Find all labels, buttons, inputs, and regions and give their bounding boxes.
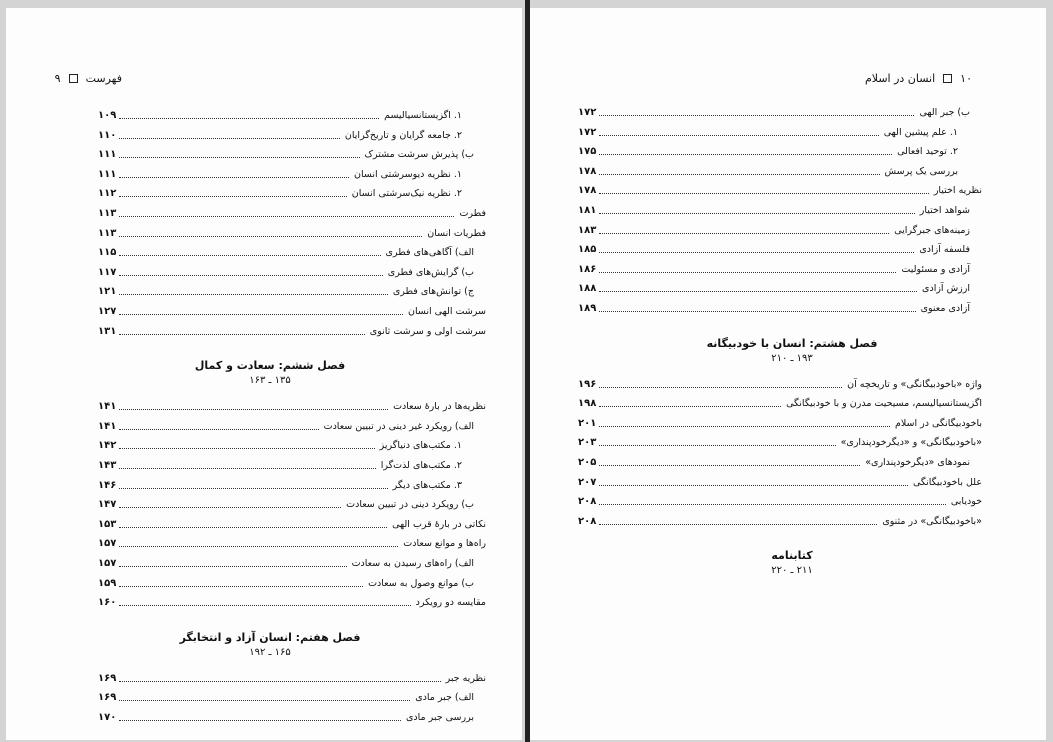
dot-leader bbox=[599, 524, 877, 525]
dot-leader bbox=[599, 291, 917, 292]
toc-entry bbox=[98, 106, 462, 122]
dot-leader bbox=[599, 213, 914, 214]
toc-entry-title: الف) رویکرد غیر دینی در تبیین سعادت bbox=[323, 420, 474, 432]
toc-entry-title: ۲. توحید افعالی bbox=[897, 146, 958, 158]
toc-entry-title: ب) پذیرش سرشت مشترک bbox=[364, 149, 474, 161]
toc-entry-title: نظریه‌ها در بارهٔ سعادت bbox=[393, 401, 486, 413]
toc-entry bbox=[578, 240, 970, 256]
dot-leader bbox=[119, 236, 422, 237]
toc-entry bbox=[98, 574, 474, 590]
toc-entry-page: ۱۸۱ bbox=[578, 205, 597, 216]
toc-entry-page: ۱۶۹ bbox=[98, 692, 117, 704]
toc-entry-title: نمودهای «دیگرخودپنداری» bbox=[865, 457, 970, 468]
toc-entry-page: ۱۴۱ bbox=[98, 420, 117, 432]
toc-entry bbox=[578, 221, 970, 237]
toc-entry-page: ۱۷۰ bbox=[98, 712, 117, 723]
toc-entry-page: ۱۱۳ bbox=[98, 227, 117, 239]
toc-entry-title: بررسی جبر مادی bbox=[405, 712, 474, 723]
toc-entry bbox=[98, 495, 474, 511]
toc-entry-page: ۱۲۱ bbox=[98, 286, 117, 298]
dot-leader bbox=[119, 468, 375, 469]
toc-entry-title: ۱. نظریه دیوسرشتی انسان bbox=[354, 168, 462, 180]
toc-entry bbox=[578, 433, 982, 449]
dot-leader bbox=[599, 272, 896, 273]
toc-entry-page: ۲۰۳ bbox=[578, 437, 597, 449]
chapter-page-range: ۲۱۱ ـ ۲۲۰ bbox=[771, 565, 813, 577]
dot-leader bbox=[599, 233, 889, 234]
toc-entry bbox=[98, 476, 462, 492]
header-title: انسان در اسلام bbox=[864, 72, 936, 85]
dot-leader bbox=[119, 700, 410, 701]
toc-entry-page: ۱۲۷ bbox=[98, 306, 117, 317]
dot-leader bbox=[119, 334, 364, 335]
toc-entry bbox=[578, 375, 982, 391]
toc-entry-title: ۲. جامعه گرایان و تاریخ‌گرایان bbox=[344, 129, 462, 141]
toc-entry-page: ۱۹۸ bbox=[578, 398, 597, 410]
toc-entry-title: آزادی معنوی bbox=[920, 303, 970, 314]
toc-entry bbox=[578, 473, 982, 489]
toc-entry bbox=[98, 165, 462, 181]
toc-entry-title: راه‌ها و موانع سعادت bbox=[403, 538, 486, 550]
toc-entry-title: ب) جبر الهی bbox=[919, 107, 970, 118]
dot-leader bbox=[599, 135, 878, 136]
toc-entry-page: ۱۱۵ bbox=[98, 247, 117, 259]
toc-entry-title: ۱. مکتب‌های دنیاگریز bbox=[379, 440, 462, 452]
toc-entry bbox=[98, 593, 486, 609]
toc-entry-title: ۳. مکتب‌های دیگر bbox=[392, 479, 462, 491]
toc-entry-page: ۱۵۷ bbox=[98, 538, 117, 550]
dot-leader bbox=[119, 196, 346, 197]
toc-entry bbox=[578, 260, 970, 276]
toc-entry bbox=[578, 162, 958, 178]
square-ornament-icon bbox=[943, 74, 952, 83]
toc-entry-title: باخودبیگانگی در اسلام bbox=[894, 417, 982, 429]
toc-entry bbox=[578, 394, 982, 410]
dot-leader bbox=[119, 527, 387, 528]
toc-entry-title: «باخودبیگانگی» و «دیگرخودپنداری» bbox=[840, 437, 982, 449]
dot-leader bbox=[119, 255, 380, 256]
toc-entry bbox=[98, 126, 462, 142]
dot-leader bbox=[599, 387, 842, 388]
toc-entry bbox=[578, 453, 970, 469]
toc-entry bbox=[98, 669, 486, 685]
toc-entry-page: ۱۱۱ bbox=[98, 149, 117, 161]
toc-entry bbox=[98, 204, 486, 220]
dot-leader bbox=[119, 138, 340, 139]
toc-entry bbox=[98, 224, 486, 240]
toc-entry bbox=[98, 145, 474, 161]
square-ornament-icon bbox=[69, 74, 78, 83]
toc-entry-page: ۱۸۹ bbox=[578, 303, 597, 314]
toc-entry bbox=[98, 417, 474, 433]
toc-entry bbox=[578, 492, 982, 508]
toc-entry-title: فطرت bbox=[459, 208, 486, 219]
dot-leader bbox=[599, 311, 915, 312]
header-title: فهرست bbox=[85, 72, 122, 85]
toc-entry-title: ۲. مکتب‌های لذت‌گرا bbox=[380, 460, 462, 471]
dot-leader bbox=[599, 154, 892, 155]
toc-entry-title: آزادی و مسئولیت bbox=[901, 263, 970, 275]
toc-entry-page: ۱۴۲ bbox=[98, 440, 117, 452]
toc-entry bbox=[578, 142, 958, 158]
toc-entry-title: واژه «باخودبیگانگی» و تاریخچه آن bbox=[847, 378, 982, 390]
toc-entry bbox=[98, 688, 474, 704]
chapter-page-range: ۱۶۵ ـ ۱۹۲ bbox=[249, 646, 291, 658]
toc-entry bbox=[98, 302, 486, 318]
dot-leader bbox=[119, 488, 387, 489]
dot-leader bbox=[599, 504, 946, 505]
toc-entry-page: ۱۱۳ bbox=[98, 208, 117, 219]
toc-entry-title: بررسی یک پرسش bbox=[884, 165, 958, 177]
toc-entry-title: الف) راه‌های رسیدن به سعادت bbox=[351, 558, 474, 569]
dot-leader bbox=[119, 507, 341, 508]
toc-entry-title: شواهد اختیار bbox=[919, 205, 970, 216]
toc-entry-page: ۱۱۱ bbox=[98, 168, 117, 180]
dot-leader bbox=[119, 177, 349, 178]
toc-entry bbox=[578, 103, 970, 119]
toc-entry-title: زمینه‌های جبرگرایی bbox=[894, 224, 970, 236]
toc-entry bbox=[98, 515, 486, 531]
toc-entry-title: ارزش آزادی bbox=[922, 283, 970, 295]
toc-entry-page: ۱۱۷ bbox=[98, 266, 117, 278]
toc-entry-page: ۱۸۳ bbox=[578, 224, 597, 236]
left-page bbox=[6, 8, 522, 740]
toc-entry-page: ۱۴۳ bbox=[98, 460, 117, 471]
toc-entry-page: ۱۵۷ bbox=[98, 558, 117, 569]
toc-entry-title: سرشت اولی و سرشت ثانوی bbox=[369, 325, 486, 337]
toc-entry-page: ۱۶۰ bbox=[98, 597, 117, 609]
right-page-header bbox=[865, 72, 972, 85]
toc-entry bbox=[98, 243, 474, 259]
toc-entry-page: ۲۰۷ bbox=[578, 476, 597, 488]
dot-leader bbox=[599, 426, 890, 427]
dot-leader bbox=[599, 174, 879, 175]
toc-entry bbox=[578, 414, 982, 430]
toc-entry bbox=[578, 512, 982, 528]
toc-entry-page: ۱۸۸ bbox=[578, 283, 597, 295]
toc-entry bbox=[578, 201, 970, 217]
toc-entry-page: ۲۰۸ bbox=[578, 515, 597, 527]
toc-entry-page: ۱۴۷ bbox=[98, 499, 117, 511]
right-page bbox=[530, 8, 1046, 740]
toc-entry-page: ۱۰۹ bbox=[98, 110, 117, 121]
toc-entry-title: فطریات انسان bbox=[427, 227, 486, 239]
toc-entry-page: ۲۰۵ bbox=[578, 457, 597, 468]
toc-entry-title: نظریه جبر bbox=[445, 672, 486, 684]
toc-entry bbox=[578, 279, 970, 295]
dot-leader bbox=[119, 118, 379, 119]
toc-entry-title: الف) جبر مادی bbox=[415, 692, 474, 704]
toc-entry-title: ۱. اگزیستانسیالیسم bbox=[384, 110, 462, 121]
toc-entry bbox=[578, 123, 958, 139]
toc-entry-page: ۱۹۶ bbox=[578, 378, 597, 390]
dot-leader bbox=[599, 465, 860, 466]
toc-entry bbox=[98, 456, 462, 472]
dot-leader bbox=[599, 193, 929, 194]
toc-entry-title: ج) توانش‌های فطری bbox=[392, 286, 474, 298]
toc-entry-page: ۲۰۱ bbox=[578, 417, 597, 429]
toc-entry-title: مقایسه دو رویکرد bbox=[415, 597, 486, 609]
toc-entry bbox=[98, 263, 474, 279]
dot-leader bbox=[119, 275, 382, 276]
dot-leader bbox=[119, 448, 374, 449]
dot-leader bbox=[599, 252, 914, 253]
toc-entry-page: ۱۱۰ bbox=[98, 129, 117, 141]
dot-leader bbox=[119, 586, 363, 587]
toc-entry-page: ۱۷۸ bbox=[578, 165, 597, 177]
toc-entry bbox=[98, 322, 486, 338]
toc-entry-title: نکاتی در بارهٔ قرب الهی bbox=[392, 518, 486, 530]
toc-entry bbox=[578, 299, 970, 315]
toc-entry-title: ب) گرایش‌های فطری bbox=[387, 266, 474, 278]
toc-entry-title: فلسفه آزادی bbox=[919, 244, 970, 256]
dot-leader bbox=[119, 566, 346, 567]
dot-leader bbox=[119, 409, 388, 410]
dot-leader bbox=[119, 720, 401, 721]
toc-entry-page: ۱۷۵ bbox=[578, 146, 597, 158]
toc-entry-page: ۱۷۲ bbox=[578, 107, 597, 118]
toc-entry bbox=[98, 184, 462, 200]
dot-leader bbox=[119, 314, 403, 315]
header-page-number: ۱۰ bbox=[960, 72, 972, 85]
toc-entry bbox=[578, 181, 982, 197]
toc-entry-title: ب) موانع وصول به سعادت bbox=[368, 577, 474, 589]
chapter-page-range: ۱۳۵ ـ ۱۶۳ bbox=[249, 375, 291, 387]
chapter-page-range: ۱۹۳ ـ ۲۱۰ bbox=[771, 352, 813, 364]
dot-leader bbox=[119, 681, 440, 682]
toc-entry-page: ۲۰۸ bbox=[578, 496, 597, 508]
chapter-title: فصل هشتم: انسان با خودبیگانه bbox=[706, 336, 878, 350]
toc-entry-page: ۱۴۱ bbox=[98, 401, 117, 413]
toc-entry bbox=[98, 554, 474, 570]
chapter-title: فصل ششم: سعادت و کمال bbox=[194, 359, 346, 373]
dot-leader bbox=[119, 605, 410, 606]
dot-leader bbox=[119, 216, 454, 217]
dot-leader bbox=[599, 445, 835, 446]
toc-entry-page: ۱۷۲ bbox=[578, 126, 597, 138]
toc-entry-title: ۲. نظریه نیک‌سرشتی انسان bbox=[351, 188, 462, 200]
dot-leader bbox=[119, 157, 359, 158]
toc-entry bbox=[98, 436, 462, 452]
toc-entry-title: خودیابی bbox=[950, 496, 982, 508]
chapter-title: کتابنامه bbox=[771, 549, 813, 563]
dot-leader bbox=[119, 294, 388, 295]
left-page-header bbox=[55, 72, 122, 85]
toc-entry-page: ۱۷۸ bbox=[578, 185, 597, 197]
toc-entry bbox=[98, 708, 474, 724]
toc-entry bbox=[98, 397, 486, 413]
toc-entry-title: ب) رویکرد دینی در تبیین سعادت bbox=[346, 499, 474, 511]
toc-entry-page: ۱۳۱ bbox=[98, 325, 117, 337]
dot-leader bbox=[599, 485, 908, 486]
toc-entry-title: سرشت الهی انسان bbox=[408, 306, 486, 317]
toc-entry-page: ۱۶۹ bbox=[98, 672, 117, 684]
toc-entry-title: «باخودبیگانگی» در مثنوی bbox=[882, 515, 982, 527]
chapter-title: فصل هفتم: انسان آزاد و انتخابگر bbox=[179, 630, 361, 644]
toc-entry-title: علل باخودبیگانگی bbox=[912, 476, 982, 488]
header-page-number: ۹ bbox=[54, 72, 61, 85]
toc-entry bbox=[98, 282, 474, 298]
dot-leader bbox=[119, 429, 318, 430]
toc-entry-title: نظریه اختیار bbox=[933, 185, 982, 197]
dot-leader bbox=[119, 546, 398, 547]
toc-entry-title: الف) آگاهی‌های فطری bbox=[385, 247, 474, 259]
toc-entry-page: ۱۴۶ bbox=[98, 479, 117, 491]
toc-entry bbox=[98, 534, 486, 550]
dot-leader bbox=[599, 406, 781, 407]
toc-entry-page: ۱۵۹ bbox=[98, 577, 117, 589]
toc-entry-title: ۱. علم پیشین الهی bbox=[883, 126, 958, 138]
toc-entry-page: ۱۸۶ bbox=[578, 263, 597, 275]
toc-entry-page: ۱۵۳ bbox=[98, 518, 117, 530]
toc-entry-title: اگزیستانسیالیسم، مسیحیت مدرن و با خودبیگانگی bbox=[786, 398, 982, 410]
toc-entry-page: ۱۱۲ bbox=[98, 188, 117, 200]
toc-entry-page: ۱۸۵ bbox=[578, 244, 597, 256]
dot-leader bbox=[599, 115, 914, 116]
